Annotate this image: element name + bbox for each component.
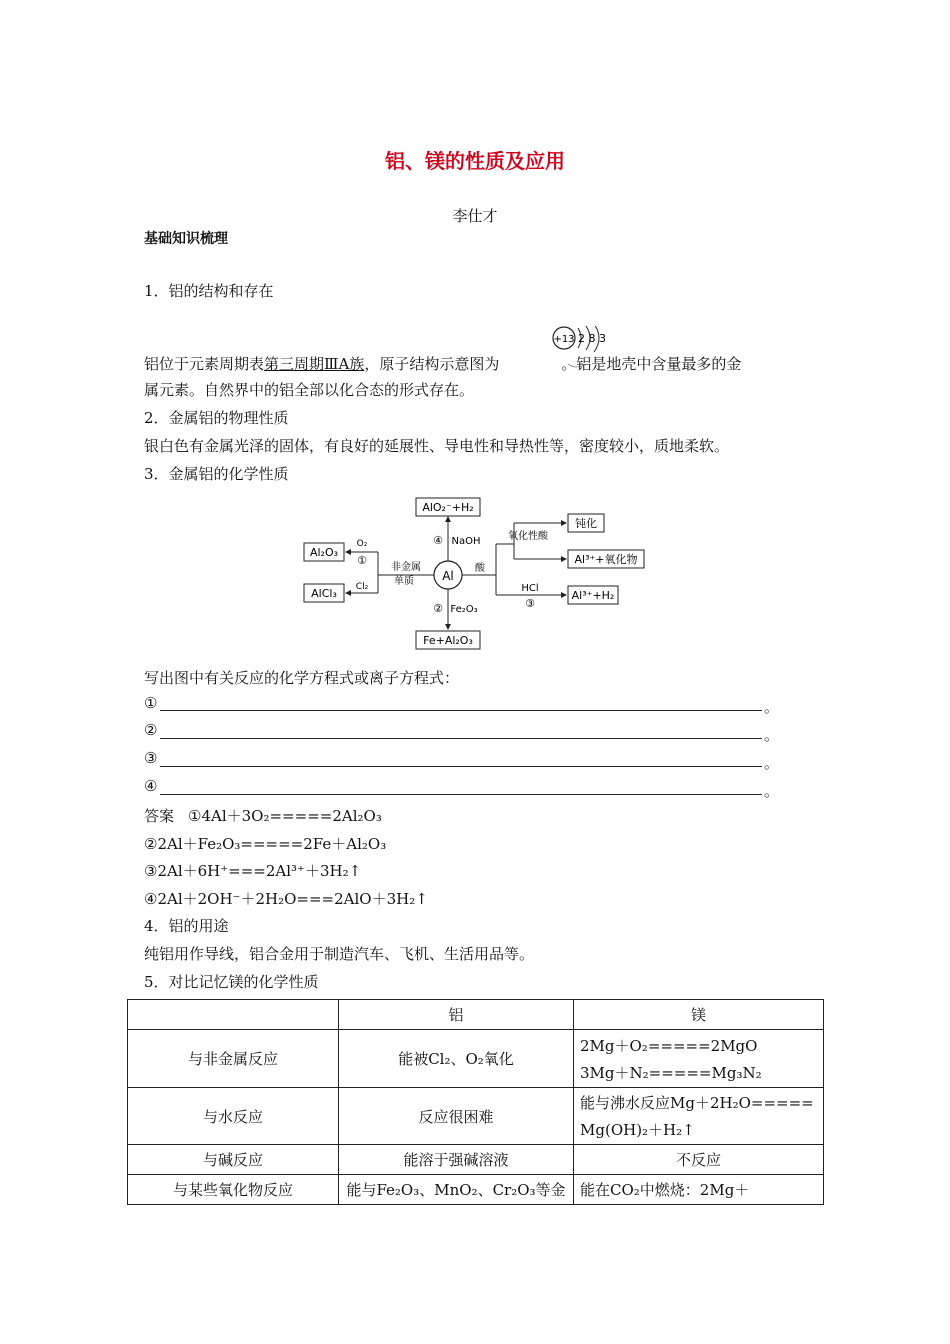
comparison-table xyxy=(127,999,824,1205)
row-label: 与水反应 xyxy=(128,1088,339,1145)
acid-label: 酸 xyxy=(475,563,485,574)
al-cell: 能溶于强碱溶液 xyxy=(339,1145,574,1175)
row-label: 与某些氧化物反应 xyxy=(128,1175,339,1205)
oxidizing-acid-label: 氧化性酸 xyxy=(508,531,548,542)
top-num: ④ xyxy=(433,534,443,547)
mg-cell: 能与沸水反应Mg＋2H₂O===== Mg(OH)₂＋H₂↑ xyxy=(574,1088,824,1145)
paragraph-existence: 属元素。自然界中的铝全部以化合态的形式存在。 xyxy=(144,381,475,399)
al-cell: 能被Cl₂、O₂氧化 xyxy=(339,1030,574,1088)
paragraph-physical: 银白色有金属光泽的固体，有良好的延展性、导电性和导热性等，密度较小，质地柔软。 xyxy=(144,437,730,455)
shell-electrons: 2 8 3 xyxy=(578,332,606,345)
answer-2: ②2Al＋Fe₂O₃=====2Fe＋Al₂O₃ xyxy=(144,835,387,853)
blank-end-1: 。 xyxy=(764,698,780,716)
mg-cell: 2Mg＋O₂=====2MgO 3Mg＋N₂=====Mg₃N₂ xyxy=(574,1030,824,1088)
al-cell: 反应很困难 xyxy=(339,1088,574,1145)
box-passivation-label: 钝化 xyxy=(575,517,597,530)
box-al3-oxide-label: Al³⁺+氧化物 xyxy=(574,553,638,566)
heading-uses: 4．铝的用途 xyxy=(144,917,229,935)
row-label: 与碱反应 xyxy=(128,1145,339,1175)
blank-line-1[interactable] xyxy=(160,709,762,711)
paragraph-uses: 纯铝用作导线，铝合金用于制造汽车、飞机、生活用品等。 xyxy=(144,945,535,963)
o2-label: O₂ xyxy=(356,539,368,549)
heading-magnesium: 5．对比记忆镁的化学性质 xyxy=(144,973,319,991)
al-center-label: Al xyxy=(442,569,454,583)
mg-cell: 不反应 xyxy=(574,1145,824,1175)
table-row xyxy=(128,1175,824,1205)
blank-num-1: ① xyxy=(144,694,158,712)
box-bottom-label: Fe+Al₂O₃ xyxy=(423,634,473,647)
table-row xyxy=(128,1088,824,1145)
mg-cell: 能在CO₂中燃烧：2Mg＋ xyxy=(574,1175,824,1205)
heading-structure: 1．铝的结构和存在 xyxy=(144,282,274,300)
period-group-answer: 第三周期ⅢA族 xyxy=(264,355,365,373)
blank-num-3: ③ xyxy=(144,749,158,767)
blank-end-3: 。 xyxy=(764,754,780,772)
bottom-reagent: Fe₂O₃ xyxy=(450,604,478,615)
heading-physical: 2．金属铝的物理性质 xyxy=(144,409,289,427)
box-al2o3-label: Al₂O₃ xyxy=(309,546,339,559)
cl2-label: Cl₂ xyxy=(355,582,369,592)
author: 李仕才 xyxy=(452,207,498,225)
hcl-label: HCl xyxy=(521,583,539,594)
page-title: 铝、镁的性质及应用 xyxy=(385,149,565,173)
box-top-label: AlO₂⁻+H₂ xyxy=(422,501,474,514)
bottom-num: ② xyxy=(433,602,443,615)
blank-line-3[interactable] xyxy=(160,765,762,767)
blank-end-2: 。 xyxy=(764,726,780,744)
box-alcl3-label: AlCl₃ xyxy=(311,587,337,600)
num-3: ③ xyxy=(525,597,535,610)
table-header-cell: 铝 xyxy=(339,1000,574,1030)
blank-num-2: ② xyxy=(144,721,158,739)
al-cell: 能与Fe₂O₃、MnO₂、Cr₂O₃等金 xyxy=(339,1175,574,1205)
table-header-cell xyxy=(128,1000,339,1030)
blank-num-4: ④ xyxy=(144,777,158,795)
nonmetal-label-2: 单质 xyxy=(394,576,414,587)
answer-4: ④2Al＋2OH⁻＋2H₂O===2AlO＋3H₂↑ xyxy=(144,890,428,908)
blank-line-4[interactable] xyxy=(160,793,762,795)
equation-prompt: 写出图中有关反应的化学方程式或离子方程式： xyxy=(144,669,460,687)
num-1: ① xyxy=(357,554,367,567)
paragraph-position: 铝位于元素周期表第三周期ⅢA族，原子结构示意图为 。铝是地壳中含量最多的金 xyxy=(144,355,742,373)
top-reagent: NaOH xyxy=(451,536,481,547)
box-al3-h2-label: Al³⁺+H₂ xyxy=(571,589,615,602)
answer-1: 答案 ①4Al＋3O₂=====2Al₂O₃ xyxy=(144,807,382,825)
table-row xyxy=(128,1030,824,1088)
nucleus-label: +13 xyxy=(553,334,575,345)
answer-label: 答案 xyxy=(144,807,175,825)
blank-end-4: 。 xyxy=(764,782,780,800)
blank-line-2[interactable] xyxy=(160,737,762,739)
heading-chemical: 3．金属铝的化学性质 xyxy=(144,465,289,483)
table-header-cell: 镁 xyxy=(574,1000,824,1030)
section-heading: 基础知识梳理 xyxy=(144,231,228,247)
nonmetal-label-1: 非金属 xyxy=(391,562,421,573)
reaction-diagram xyxy=(300,492,650,652)
table-row xyxy=(128,1145,824,1175)
table-header-row xyxy=(128,1000,824,1030)
row-label: 与非金属反应 xyxy=(128,1030,339,1088)
answer-3: ③2Al＋6H⁺===2Al³⁺＋3H₂↑ xyxy=(144,862,362,880)
